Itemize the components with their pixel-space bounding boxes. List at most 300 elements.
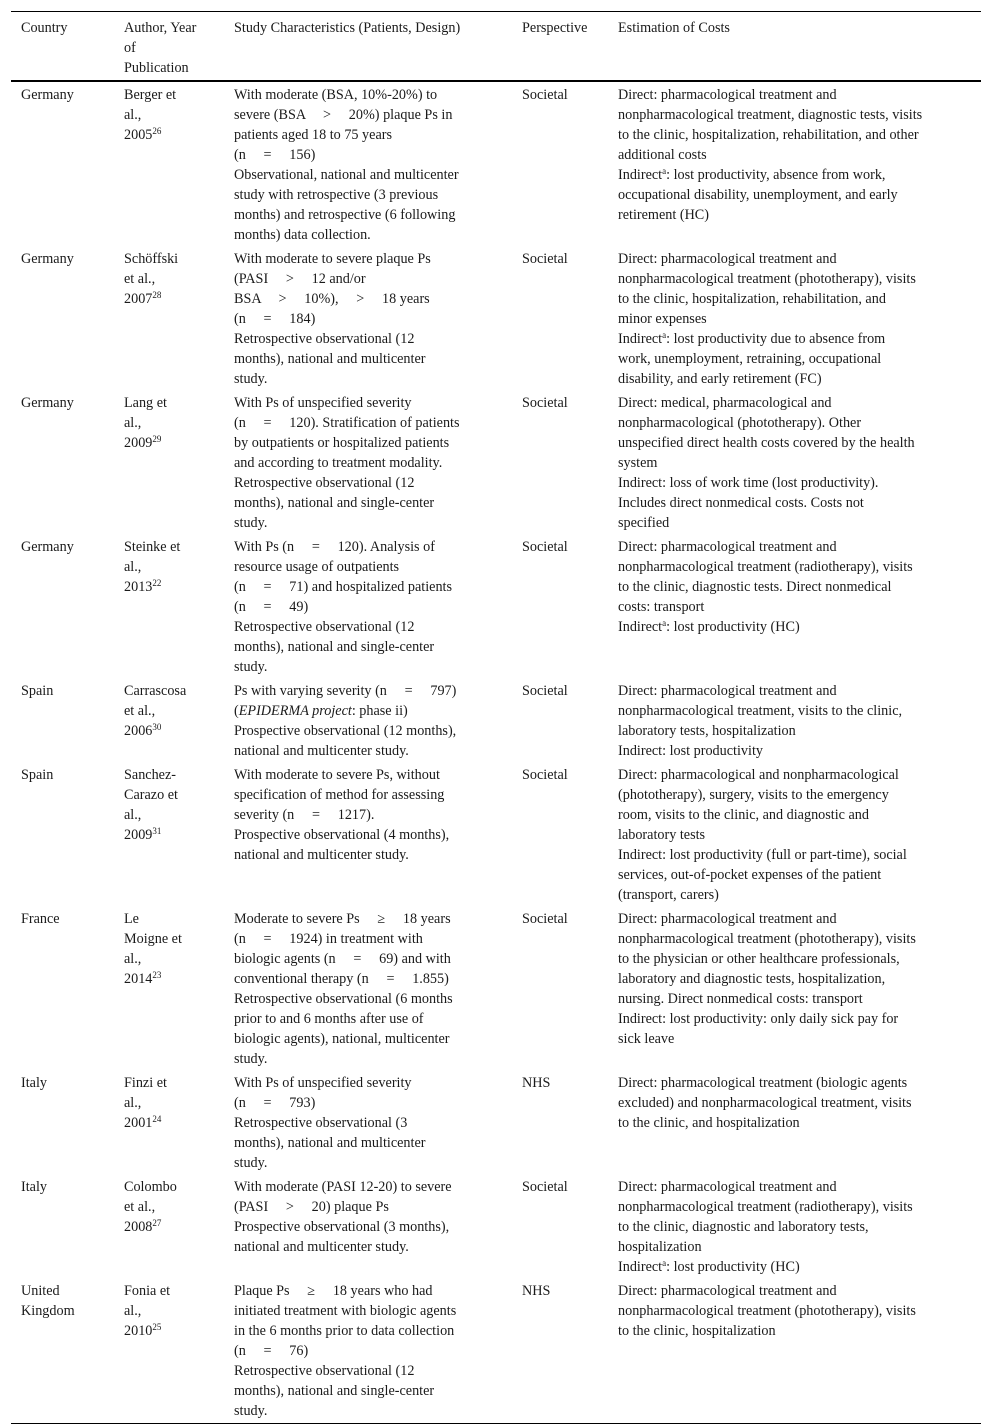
- study-line: national and multicenter study.: [234, 847, 409, 863]
- author-year-line: [124, 1321, 216, 1341]
- costs-line: [618, 329, 973, 349]
- study-line: months) and retrospective (6 following: [234, 207, 456, 223]
- table-row: [11, 535, 981, 679]
- study-line: and according to treatment modality.: [234, 455, 443, 471]
- study-line: prior to and 6 months after use of: [234, 1011, 424, 1027]
- header-costs: Estimation of Costs: [618, 20, 730, 36]
- costs-text: minor expenses: [618, 311, 707, 327]
- costs-text: : lost productivity (HC): [666, 619, 800, 635]
- study-line: With moderate to severe Ps, without: [234, 767, 440, 783]
- costs-line: [618, 597, 973, 617]
- author-line: al.,: [124, 1095, 142, 1111]
- cell-perspective: Societal: [522, 767, 568, 783]
- study-text: (: [234, 703, 239, 719]
- costs-line: [618, 185, 973, 205]
- study-line: months), national and multicenter: [234, 1135, 426, 1151]
- cell-costs: [608, 763, 981, 907]
- costs-line: [618, 721, 973, 741]
- cell-study: [224, 1175, 512, 1279]
- costs-text: costs: transport: [618, 599, 705, 615]
- header-author: [114, 12, 224, 82]
- header-author-line: Publication: [124, 60, 189, 76]
- costs-text: retirement (HC): [618, 207, 709, 223]
- study-line: With moderate (PASI 12-20) to severe: [234, 1179, 452, 1195]
- costs-line: [618, 681, 973, 701]
- cell-author: [114, 1175, 224, 1279]
- author-year-line: [124, 577, 216, 597]
- costs-text: system: [618, 455, 658, 471]
- cell-author: [114, 679, 224, 763]
- cell-perspective: Societal: [522, 539, 568, 555]
- header-author-line: Author, Year: [124, 20, 197, 36]
- reference-number: 31: [152, 826, 162, 836]
- country-line: Kingdom: [21, 1303, 75, 1319]
- cost-studies-table: [11, 11, 981, 1424]
- costs-text: specified: [618, 515, 670, 531]
- costs-line: [618, 1281, 973, 1301]
- header-perspective: Perspective: [522, 20, 588, 36]
- reference-number: 22: [152, 578, 162, 588]
- costs-line: [618, 845, 973, 865]
- costs-line: [618, 1237, 973, 1257]
- author-line: et al.,: [124, 1199, 156, 1215]
- cell-study: [224, 763, 512, 907]
- costs-line: [618, 249, 973, 269]
- cell-perspective: Societal: [522, 251, 568, 267]
- header-author-line: of: [124, 40, 136, 56]
- costs-line: [618, 85, 973, 105]
- costs-text: : lost productivity, absence from work,: [666, 167, 886, 183]
- author-year-line: [124, 433, 216, 453]
- costs-line: [618, 969, 973, 989]
- costs-line: [618, 165, 973, 185]
- study-line: With Ps (n = 120). Analysis of: [234, 539, 435, 555]
- study-line: months), national and single-center: [234, 1383, 435, 1399]
- costs-line: [618, 493, 973, 513]
- author-line: Lang et: [124, 395, 167, 411]
- costs-line: [618, 1217, 973, 1237]
- country-line: Italy: [21, 1075, 47, 1091]
- costs-text: to the clinic, diagnostic and laboratory tests,: [618, 1219, 869, 1235]
- study-line: in the 6 months prior to data collection: [234, 1323, 455, 1339]
- cell-author: [114, 391, 224, 535]
- costs-text: Direct: pharmacological and nonpharmacological: [618, 767, 899, 783]
- study-line: biologic agents), national, multicenter: [234, 1031, 450, 1047]
- costs-line: [618, 269, 973, 289]
- costs-text: Indirect: [618, 331, 663, 347]
- footnote-marker: a: [662, 1258, 667, 1268]
- costs-text: Indirect: [618, 619, 663, 635]
- publication-year: 2007: [124, 291, 153, 307]
- table-row: [11, 1175, 981, 1279]
- author-year-line: [124, 1217, 216, 1237]
- costs-text: nonpharmacological treatment, diagnostic tests, visits: [618, 107, 923, 123]
- study-line: With Ps of unspecified severity: [234, 1075, 412, 1091]
- cell-country: [11, 81, 114, 247]
- study-line: [234, 701, 504, 721]
- author-line: Fonia et: [124, 1283, 171, 1299]
- cell-country: [11, 679, 114, 763]
- study-line: study.: [234, 1403, 268, 1419]
- cell-costs: [608, 679, 981, 763]
- costs-text: Direct: pharmacological treatment and: [618, 1179, 837, 1195]
- study-line: (n = 120). Stratification of patients: [234, 415, 460, 431]
- study-line: resource usage of outpatients: [234, 559, 400, 575]
- cell-author: [114, 535, 224, 679]
- author-line: Colombo: [124, 1179, 177, 1195]
- study-line: study.: [234, 515, 268, 531]
- costs-text: nonpharmacological treatment (phototherapy), visits: [618, 271, 916, 287]
- author-line: al.,: [124, 107, 142, 123]
- table-body: [11, 81, 981, 1424]
- cell-perspective: Societal: [522, 395, 568, 411]
- study-line: national and multicenter study.: [234, 743, 409, 759]
- costs-text: : lost productivity due to absence from: [666, 331, 886, 347]
- costs-text: additional costs: [618, 147, 707, 163]
- study-line: severity (n = 1217).: [234, 807, 375, 823]
- study-line: With moderate (BSA, 10%-20%) to: [234, 87, 438, 103]
- study-line: by outpatients or hospitalized patients: [234, 435, 450, 451]
- costs-line: [618, 785, 973, 805]
- costs-text: to the clinic, hospitalization, rehabilitation, and other: [618, 127, 919, 143]
- cell-costs: [608, 391, 981, 535]
- author-line: Carrascosa: [124, 683, 187, 699]
- study-line: Plaque Ps ≥ 18 years who had: [234, 1283, 433, 1299]
- author-line: et al.,: [124, 271, 156, 287]
- costs-text: laboratory tests, hospitalization: [618, 723, 796, 739]
- study-line: months), national and single-center: [234, 639, 435, 655]
- reference-number: 28: [152, 290, 162, 300]
- publication-year: 2009: [124, 827, 153, 843]
- study-line: study.: [234, 1155, 268, 1171]
- cell-costs: [608, 1279, 981, 1424]
- costs-line: [618, 1197, 973, 1217]
- study-line: (n = 76): [234, 1343, 309, 1359]
- study-line: study.: [234, 371, 268, 387]
- cell-perspective: Societal: [522, 911, 568, 927]
- reference-number: 30: [152, 722, 162, 732]
- author-line: Berger et: [124, 87, 177, 103]
- costs-line: [618, 145, 973, 165]
- costs-text: excluded) and nonpharmacological treatment, visits: [618, 1095, 912, 1111]
- study-line: biologic agents (n = 69) and with: [234, 951, 451, 967]
- table-row: [11, 1279, 981, 1424]
- author-year-line: [124, 721, 216, 741]
- author-year-line: [124, 1113, 216, 1133]
- cell-study: [224, 1071, 512, 1175]
- costs-text: Direct: pharmacological treatment and: [618, 87, 837, 103]
- author-line: al.,: [124, 1303, 142, 1319]
- costs-line: [618, 929, 973, 949]
- costs-line: [618, 473, 973, 493]
- costs-text: room, visits to the clinic, and diagnostic and: [618, 807, 869, 823]
- costs-line: [618, 349, 973, 369]
- costs-line: [618, 865, 973, 885]
- publication-year: 2008: [124, 1219, 153, 1235]
- study-line: (n = 71) and hospitalized patients: [234, 579, 453, 595]
- publication-year: 2010: [124, 1323, 153, 1339]
- cell-author: [114, 1279, 224, 1424]
- footnote-marker: a: [662, 330, 667, 340]
- costs-line: [618, 701, 973, 721]
- table-row: [11, 81, 981, 247]
- study-line: (n = 49): [234, 599, 309, 615]
- study-line: Prospective observational (4 months),: [234, 827, 450, 843]
- costs-line: [618, 1113, 973, 1133]
- costs-line: [618, 309, 973, 329]
- study-line: (PASI > 20) plaque Ps: [234, 1199, 389, 1215]
- cell-author: [114, 763, 224, 907]
- country-line: Spain: [21, 767, 54, 783]
- costs-line: [618, 413, 973, 433]
- cell-study: [224, 679, 512, 763]
- costs-line: [618, 885, 973, 905]
- costs-text: Indirect: lost productivity: [618, 743, 763, 759]
- costs-text: work, unemployment, retraining, occupational: [618, 351, 882, 367]
- cell-study: [224, 535, 512, 679]
- costs-text: Indirect: loss of work time (lost productivity).: [618, 475, 879, 491]
- costs-text: Indirect: lost productivity: only daily sick pay for: [618, 1011, 899, 1027]
- costs-text: Includes direct nonmedical costs. Costs not: [618, 495, 864, 511]
- reference-number: 23: [152, 970, 162, 980]
- study-line: specification of method for assessing: [234, 787, 445, 803]
- costs-text: to the clinic, hospitalization: [618, 1323, 776, 1339]
- cell-costs: [608, 907, 981, 1071]
- costs-text: nonpharmacological treatment (radiotherapy), visits: [618, 559, 913, 575]
- footnote-marker: a: [662, 618, 667, 628]
- cell-perspective: NHS: [522, 1075, 551, 1091]
- study-line: study.: [234, 659, 268, 675]
- study-line: conventional therapy (n = 1.855): [234, 971, 449, 987]
- publication-year: 2005: [124, 127, 153, 143]
- costs-line: [618, 617, 973, 637]
- study-line: With Ps of unspecified severity: [234, 395, 412, 411]
- study-line: BSA > 10%), > 18 years: [234, 291, 430, 307]
- country-line: Germany: [21, 395, 74, 411]
- cell-costs: [608, 535, 981, 679]
- costs-line: [618, 1073, 973, 1093]
- study-line: (n = 184): [234, 311, 316, 327]
- table-row: [11, 907, 981, 1071]
- costs-line: [618, 369, 973, 389]
- cell-country: [11, 907, 114, 1071]
- publication-year: 2001: [124, 1115, 153, 1131]
- costs-text: occupational disability, unemployment, and early: [618, 187, 898, 203]
- study-line: (n = 1924) in treatment with: [234, 931, 423, 947]
- study-line: Ps with varying severity (n = 797): [234, 683, 457, 699]
- costs-line: [618, 205, 973, 225]
- costs-line: [618, 557, 973, 577]
- cell-perspective: NHS: [522, 1283, 551, 1299]
- study-line: study with retrospective (3 previous: [234, 187, 439, 203]
- study-line: Prospective observational (12 months),: [234, 723, 457, 739]
- cell-study: [224, 907, 512, 1071]
- costs-line: [618, 765, 973, 785]
- reference-number: 27: [152, 1218, 162, 1228]
- author-line: Sanchez-: [124, 767, 176, 783]
- study-line: (n = 793): [234, 1095, 316, 1111]
- cell-country: [11, 1279, 114, 1424]
- costs-text: unspecified direct health costs covered by the health: [618, 435, 915, 451]
- cell-author: [114, 907, 224, 1071]
- costs-text: nonpharmacological (phototherapy). Other: [618, 415, 862, 431]
- reference-number: 25: [152, 1322, 162, 1332]
- costs-line: [618, 453, 973, 473]
- study-line: Retrospective observational (12: [234, 475, 415, 491]
- author-year-line: [124, 825, 216, 845]
- publication-year: 2013: [124, 579, 153, 595]
- costs-text: Direct: pharmacological treatment (biologic agents: [618, 1075, 908, 1091]
- study-line: Retrospective observational (12: [234, 1363, 415, 1379]
- country-line: Germany: [21, 87, 74, 103]
- country-line: Spain: [21, 683, 54, 699]
- study-line: Retrospective observational (3: [234, 1115, 408, 1131]
- costs-line: [618, 393, 973, 413]
- costs-text: nonpharmacological treatment (radiotherapy), visits: [618, 1199, 913, 1215]
- cell-country: [11, 1071, 114, 1175]
- author-line: Steinke et: [124, 539, 181, 555]
- study-line: months) data collection.: [234, 227, 371, 243]
- study-line: (PASI > 12 and/or: [234, 271, 366, 287]
- cell-costs: [608, 1071, 981, 1175]
- costs-line: [618, 741, 973, 761]
- publication-year: 2006: [124, 723, 153, 739]
- costs-line: [618, 289, 973, 309]
- costs-line: [618, 1093, 973, 1113]
- costs-text: services, out-of-pocket expenses of the patient: [618, 867, 882, 883]
- cell-study: [224, 1279, 512, 1424]
- cell-study: [224, 391, 512, 535]
- header-country: Country: [21, 20, 68, 36]
- cell-country: [11, 763, 114, 907]
- costs-line: [618, 825, 973, 845]
- cell-costs: [608, 1175, 981, 1279]
- costs-text: Direct: pharmacological treatment and: [618, 911, 837, 927]
- studies-table-container: [11, 11, 981, 1424]
- costs-line: [618, 125, 973, 145]
- costs-line: [618, 909, 973, 929]
- cell-country: [11, 1175, 114, 1279]
- costs-text: Direct: pharmacological treatment and: [618, 683, 837, 699]
- study-line: Retrospective observational (12: [234, 619, 415, 635]
- costs-line: [618, 1029, 973, 1049]
- costs-text: sick leave: [618, 1031, 675, 1047]
- author-year-line: [124, 289, 216, 309]
- costs-line: [618, 513, 973, 533]
- cell-costs: [608, 247, 981, 391]
- author-line: Carazo et: [124, 787, 178, 803]
- study-line: months), national and single-center: [234, 495, 435, 511]
- costs-text: (transport, carers): [618, 887, 719, 903]
- country-line: France: [21, 911, 60, 927]
- cell-study: [224, 81, 512, 247]
- cell-costs: [608, 81, 981, 247]
- cell-author: [114, 81, 224, 247]
- publication-year: 2009: [124, 435, 153, 451]
- table-row: [11, 1071, 981, 1175]
- author-line: Le: [124, 911, 139, 927]
- country-line: United: [21, 1283, 60, 1299]
- author-year-line: [124, 125, 216, 145]
- author-year-line: [124, 969, 216, 989]
- study-line: Observational, national and multicenter: [234, 167, 459, 183]
- costs-text: to the clinic, diagnostic tests. Direct nonmedical: [618, 579, 892, 595]
- costs-text: laboratory and diagnostic tests, hospitalization,: [618, 971, 886, 987]
- costs-line: [618, 1257, 973, 1277]
- country-line: Germany: [21, 251, 74, 267]
- costs-text: Direct: pharmacological treatment and: [618, 1283, 837, 1299]
- reference-number: 29: [152, 434, 162, 444]
- table-header-row: [11, 12, 981, 82]
- author-line: al.,: [124, 807, 142, 823]
- cell-country: [11, 535, 114, 679]
- costs-text: disability, and early retirement (FC): [618, 371, 822, 387]
- costs-text: Direct: medical, pharmacological and: [618, 395, 832, 411]
- study-line: severe (BSA > 20%) plaque Ps in: [234, 107, 453, 123]
- publication-year: 2014: [124, 971, 153, 987]
- author-line: al.,: [124, 559, 142, 575]
- study-line: Prospective observational (3 months),: [234, 1219, 450, 1235]
- costs-line: [618, 105, 973, 125]
- study-line: patients aged 18 to 75 years: [234, 127, 392, 143]
- study-line: national and multicenter study.: [234, 1239, 409, 1255]
- costs-line: [618, 1177, 973, 1197]
- study-line: study.: [234, 1051, 268, 1067]
- table-row: [11, 247, 981, 391]
- author-line: Finzi et: [124, 1075, 167, 1091]
- cell-study: [224, 247, 512, 391]
- costs-text: to the clinic, and hospitalization: [618, 1115, 800, 1131]
- costs-line: [618, 537, 973, 557]
- country-line: Italy: [21, 1179, 47, 1195]
- costs-text: nonpharmacological treatment, visits to the clinic,: [618, 703, 903, 719]
- table-row: [11, 391, 981, 535]
- footnote-marker: a: [662, 166, 667, 176]
- costs-line: [618, 989, 973, 1009]
- costs-text: laboratory tests: [618, 827, 706, 843]
- costs-line: [618, 805, 973, 825]
- costs-text: to the clinic, hospitalization, rehabilitation, and: [618, 291, 886, 307]
- study-line: Retrospective observational (6 months: [234, 991, 453, 1007]
- author-line: al.,: [124, 951, 142, 967]
- cell-author: [114, 247, 224, 391]
- costs-line: [618, 577, 973, 597]
- study-line: initiated treatment with biologic agents: [234, 1303, 457, 1319]
- study-line: With moderate to severe plaque Ps: [234, 251, 431, 267]
- study-text: : phase ii): [351, 703, 408, 719]
- costs-text: (phototherapy), surgery, visits to the emergency: [618, 787, 889, 803]
- cell-country: [11, 247, 114, 391]
- header-study: Study Characteristics (Patients, Design): [234, 20, 461, 36]
- study-line: Moderate to severe Ps ≥ 18 years: [234, 911, 451, 927]
- reference-number: 24: [152, 1114, 162, 1124]
- costs-text: Indirect: [618, 1259, 663, 1275]
- costs-text: Direct: pharmacological treatment and: [618, 251, 837, 267]
- cell-country: [11, 391, 114, 535]
- costs-text: to the physician or other healthcare professionals,: [618, 951, 900, 967]
- costs-text: Indirect: [618, 167, 663, 183]
- costs-text: nonpharmacological treatment (phototherapy), visits: [618, 1303, 916, 1319]
- cell-author: [114, 1071, 224, 1175]
- country-line: Germany: [21, 539, 74, 555]
- table-row: [11, 763, 981, 907]
- author-line: Schöffski: [124, 251, 179, 267]
- author-line: Moigne et: [124, 931, 182, 947]
- study-line: (n = 156): [234, 147, 316, 163]
- costs-text: nonpharmacological treatment (phototherapy), visits: [618, 931, 916, 947]
- cell-perspective: Societal: [522, 87, 568, 103]
- costs-line: [618, 433, 973, 453]
